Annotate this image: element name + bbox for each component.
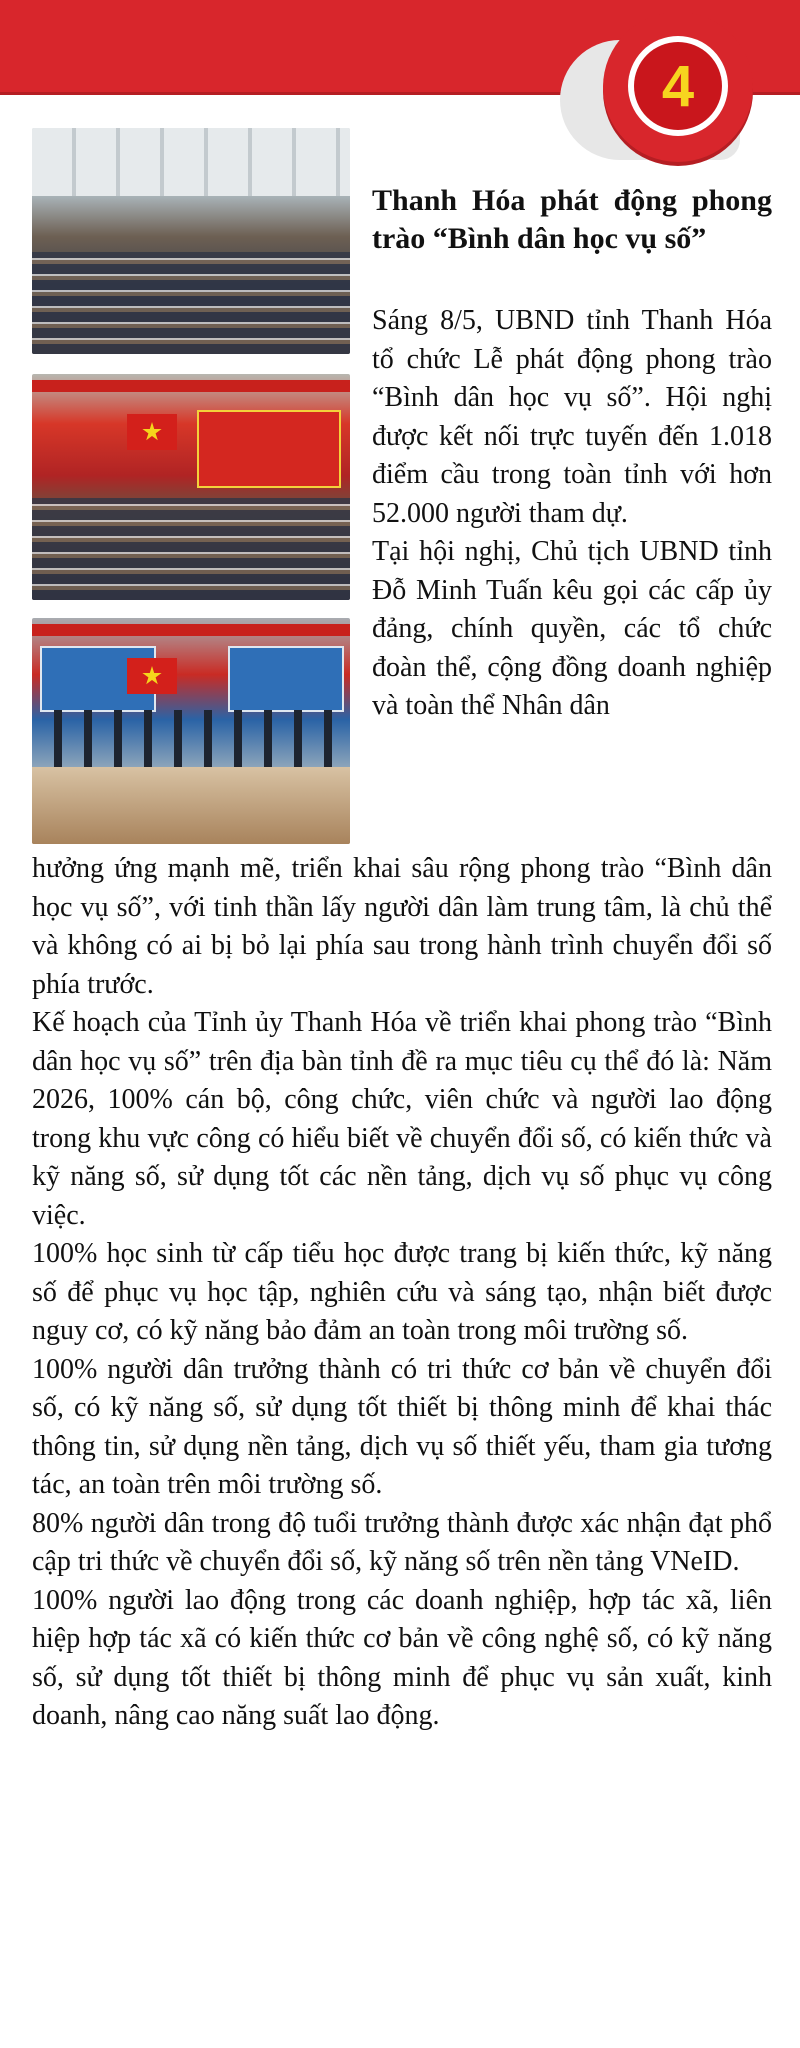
paragraph-workers: 100% người lao động trong các doanh nghiệp, hợp tác xã, liên hiệp hợp tác xã có kiến thức cơ bản về công nghệ số, có kỹ năng số, sử dụng tốt thiết bị thông minh để phục vụ sản xuất, kinh doanh, nâng cao năng suất lao động. bbox=[32, 1584, 772, 1731]
article-body bbox=[32, 850, 772, 1736]
paragraph-adults: 100% người dân trưởng thành có tri thức cơ bản về chuyển đổi số, có kỹ năng số, sử dụng tốt thiết bị thông minh để khai thác thông tin, sử dụng nền tảng, dịch vụ số thiết yếu, tham gia tương tác, an toàn trên môi trường số. bbox=[32, 1353, 772, 1500]
paragraph-plan: Kế hoạch của Tỉnh ủy Thanh Hóa về triển khai phong trào “Bình dân học vụ số” trên địa bàn tỉnh đề ra mục tiêu cụ thể đó là: Năm 2026, 100% cán bộ, công chức, viên chức và người lao động trong khu vực công có hiểu biết về chuyển đổi số, có kiến thức và kỹ năng số, sử dụng tốt các nền tảng, dịch vụ số phục vụ công việc. bbox=[32, 1007, 772, 1231]
party-flag-icon bbox=[127, 658, 177, 694]
paragraph-speech-start: Tại hội nghị, Chủ tịch UBND tỉnh Đỗ Minh Tuấn kêu gọi các cấp ủy đảng, chính quyền, các tổ chức đoàn thể, cộng đồng doanh nghiệp và toàn thể Nhân dân bbox=[372, 536, 772, 721]
photo-launch-ceremony bbox=[32, 374, 350, 600]
paragraph-students: 100% học sinh từ cấp tiểu học được trang bị kiến thức, kỹ năng số để phục vụ học tập, nghiên cứu và sáng tạo, nhận biết được nguy cơ, có kỹ năng bảo đảm an toàn trong môi trường số. bbox=[32, 1238, 772, 1346]
paragraph-vneid: 80% người dân trong độ tuổi trưởng thành được xác nhận đạt phổ cập tri thức về chuyển đổi số, kỹ năng số trên nền tảng VNeID. bbox=[32, 1507, 772, 1577]
stage-screen bbox=[197, 410, 341, 488]
article-intro bbox=[372, 302, 772, 726]
paragraph-intro: Sáng 8/5, UBND tỉnh Thanh Hóa tổ chức Lễ phát động phong trào “Bình dân học vụ số”. Hội nghị được kết nối trực tuyến đến 1.018 điểm cầu trong toàn tỉnh với hơn 52.000 người tham dự. bbox=[372, 305, 772, 529]
article-title: Thanh Hóa phát động phong trào “Bình dân học vụ số” bbox=[372, 184, 772, 255]
photo-stage-officials bbox=[32, 618, 350, 844]
paragraph-speech-end: hưởng ứng mạnh mẽ, triển khai sâu rộng phong trào “Bình dân học vụ số”, với tinh thần lấy người dân làm trung tâm, là chủ thể và không có ai bị bỏ lại phía sau trong hành trình chuyển đổi số phía trước. bbox=[32, 853, 772, 1000]
photo-conference-hall bbox=[32, 128, 350, 354]
party-flag-icon bbox=[127, 414, 177, 450]
number-badge-label: 4 bbox=[634, 42, 722, 130]
stage-screen-right bbox=[228, 646, 344, 712]
